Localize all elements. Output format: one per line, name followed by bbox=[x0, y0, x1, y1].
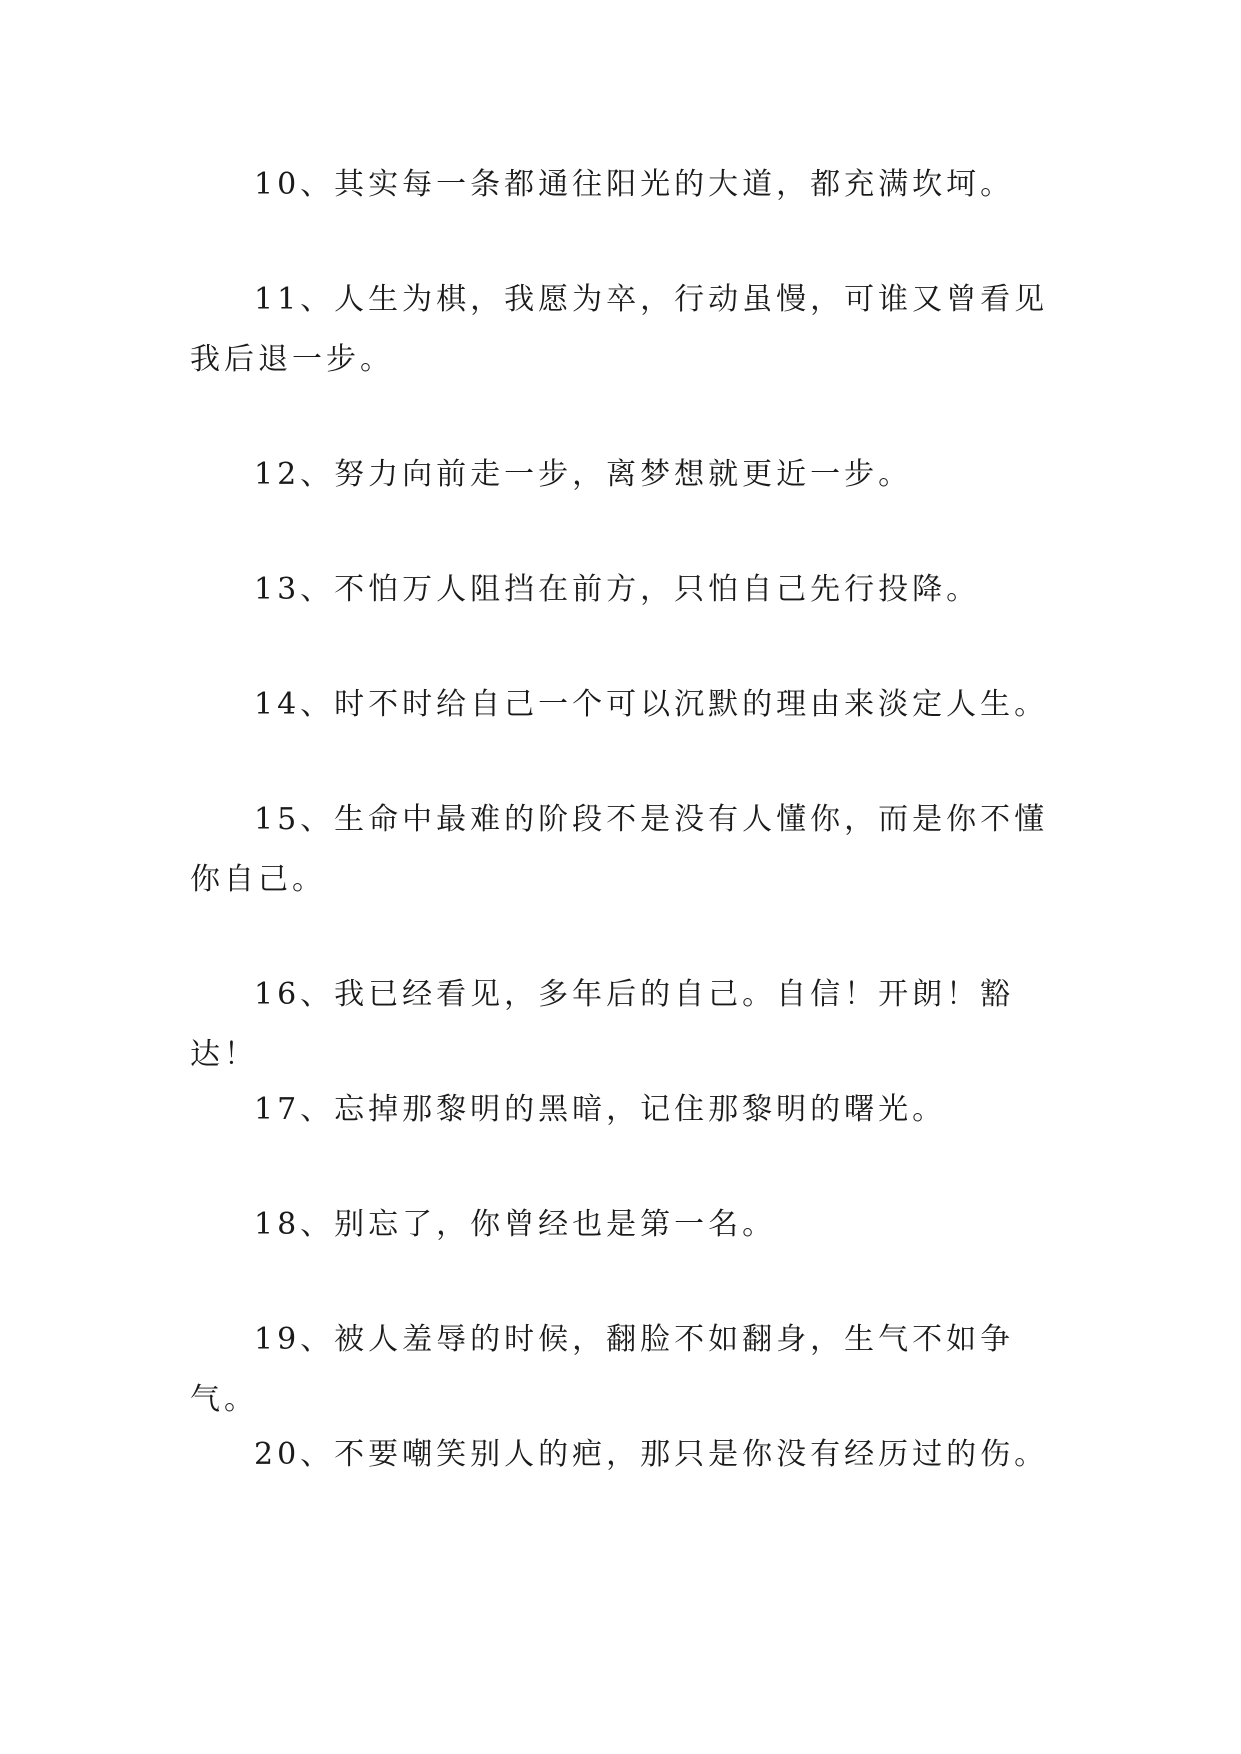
paragraph-14: 14、时不时给自己一个可以沉默的理由来淡定人生。 bbox=[254, 687, 1049, 722]
paragraph-18: 18、别忘了，你曾经也是第一名。 bbox=[254, 1207, 777, 1242]
paragraph-15: 15、生命中最难的阶段不是没有人懂你，而是你不懂你自己。 bbox=[190, 802, 1049, 897]
paragraph-10: 10、其实每一条都通往阳光的大道，都充满坎坷。 bbox=[254, 167, 1015, 202]
paragraph-17: 17、忘掉那黎明的黑暗，记住那黎明的曙光。 bbox=[254, 1092, 947, 1127]
paragraph-12: 12、努力向前走一步，离梦想就更近一步。 bbox=[254, 457, 913, 492]
paragraph-16: 16、我已经看见，多年后的自己。自信！开朗！豁达！ bbox=[190, 977, 1015, 1072]
paragraph-13: 13、不怕万人阻挡在前方，只怕自己先行投降。 bbox=[254, 572, 981, 607]
paragraph-20: 20、不要嘲笑别人的疤，那只是你没有经历过的伤。 bbox=[254, 1437, 1049, 1472]
paragraph-11: 11、人生为棋，我愿为卒，行动虽慢，可谁又曾看见我后退一步。 bbox=[190, 282, 1049, 377]
paragraph-19: 19、被人羞辱的时候，翻脸不如翻身，生气不如争气。 bbox=[190, 1322, 1015, 1417]
